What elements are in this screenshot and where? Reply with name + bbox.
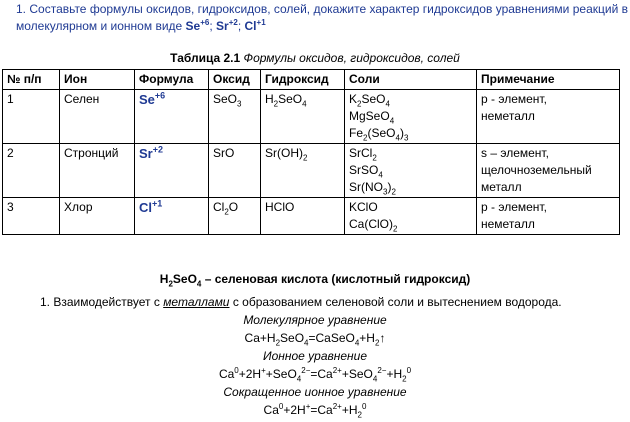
- cell-formula: $Cl^{+1}$: [135, 198, 209, 235]
- formulas-table: [2, 69, 620, 235]
- cell-oxide: SrO: [209, 144, 261, 198]
- cell-note: s – элемент, щелочноземельный металл: [477, 144, 620, 198]
- mol-label: Молекулярное уравнение: [243, 313, 387, 327]
- task-statement: 1. Составьте формулы оксидов, гидроксидов, солей, докажите характер гидроксидов уравнениями реакций в молекулярном и ионном виде $Se^{+6}$; $Sr^{+2}$; $Cl^{+1}$: [16, 2, 628, 33]
- table-row: [3, 198, 620, 235]
- ion-equation: $Ca^0+2H^++SeO_4^{2-}=Ca^{2+}+SeO_4^{2-}+H_2^0$: [218, 366, 412, 384]
- cell-formula: $Sr^{+2}$: [135, 144, 209, 198]
- header-oxide: Оксид: [209, 70, 261, 90]
- short-equation: $Ca^0+2H^+=Ca^{2+}+H_2^0$: [263, 402, 367, 420]
- cell-oxide: $Cl_2O$: [209, 198, 261, 235]
- task-number: 1.: [16, 2, 27, 16]
- cell-hydroxide: $Sr(OH)_2$: [261, 144, 345, 198]
- table-row: [3, 144, 620, 198]
- cell-ion: Селен: [60, 90, 135, 144]
- cell-num: 1: [3, 90, 60, 144]
- reaction-block: [0, 293, 630, 419]
- caption-label: Таблица 2.1: [170, 51, 241, 65]
- cell-note: р - элемент, неметалл: [477, 198, 620, 235]
- ion-sr: $Sr^{+2}$: [216, 18, 238, 33]
- task-text: Составьте формулы оксидов, гидроксидов, солей, докажите характер гидроксидов уравнениями реакций в молекулярном и ионном виде: [16, 2, 628, 33]
- section-title: $H_2SeO_4$ – селеновая кислота (кислотный гидроксид): [159, 272, 471, 289]
- cell-ion: Стронций: [60, 144, 135, 198]
- caption-title: Формулы оксидов, гидроксидов, солей: [243, 51, 460, 65]
- ion-cl: $Cl^{+1}$: [244, 18, 266, 33]
- ion-se: $Se^{+6}$: [185, 18, 210, 33]
- header-ion: Ион: [60, 70, 135, 90]
- header-formula: Формула: [135, 70, 209, 90]
- mol-equation: $Ca+H_2SeO_4=CaSeO_4+H_2↑$: [244, 331, 386, 348]
- cell-formula: $Se^{+6}$: [135, 90, 209, 144]
- point-keyword: металлами: [163, 295, 230, 309]
- cell-ion: Хлор: [60, 198, 135, 235]
- header-salts: Соли: [345, 70, 477, 90]
- header-num: № п/п: [3, 70, 60, 90]
- cell-salts: $K_2SeO_4$ MgSeO$_4$ $Fe_2(SeO_4)_3$: [345, 90, 477, 144]
- short-label: Сокращенное ионное уравнение: [223, 385, 407, 399]
- cell-oxide: SeO$_3$: [209, 90, 261, 144]
- cell-hydroxide: HClO: [261, 198, 345, 235]
- point-text: 1. Взаимодействует с металлами с образованием селеновой соли и вытеснением водорода.: [40, 295, 562, 309]
- cell-num: 2: [3, 144, 60, 198]
- cell-hydroxide: $H_2SeO_4$: [261, 90, 345, 144]
- cell-num: 3: [3, 198, 60, 235]
- cell-salts: SrCl$_2$ SrSO$_4$ $Sr(NO_3)_2$: [345, 144, 477, 198]
- ion-label: Ионное уравнение: [263, 349, 367, 363]
- table-caption: [0, 51, 630, 65]
- cell-note: р - элемент, неметалл: [477, 90, 620, 144]
- table-row: [3, 90, 620, 144]
- table-header-row: [3, 70, 620, 90]
- cell-salts: KClO $Ca(ClO)_2$: [345, 198, 477, 235]
- header-hydroxide: Гидроксид: [261, 70, 345, 90]
- header-note: Примечание: [477, 70, 620, 90]
